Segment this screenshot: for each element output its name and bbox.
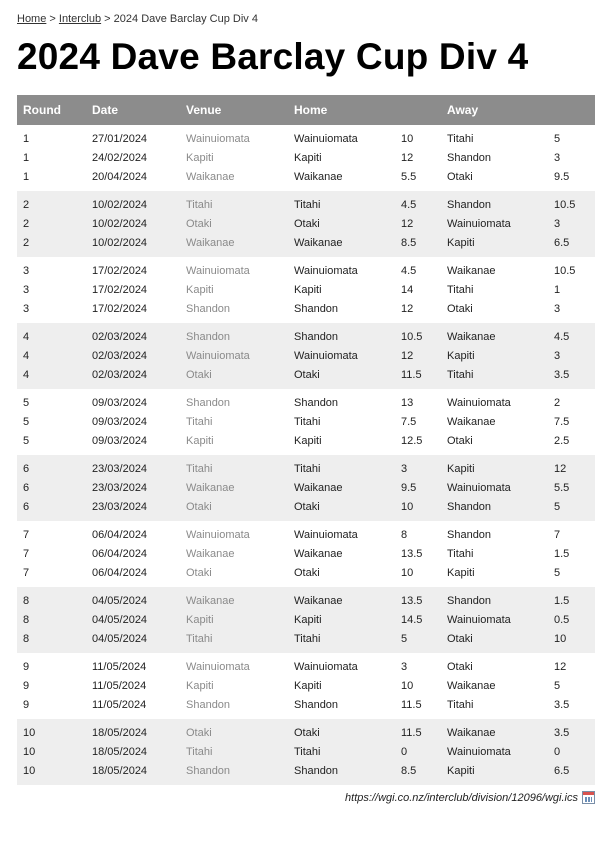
home-score-cell: 11.5 <box>395 719 441 743</box>
date-cell: 10/02/2024 <box>86 215 180 234</box>
home-team-cell: Shandon <box>288 762 395 785</box>
away-team-cell: Titahi <box>447 284 474 296</box>
away-score-cell: 2 <box>554 397 561 409</box>
venue-cell: Shandon <box>180 762 288 785</box>
away-team-cell: Titahi <box>441 366 548 389</box>
venue-cell: Kapiti <box>186 152 214 164</box>
table-row <box>17 564 595 587</box>
home-team-cell: Wainuiomata <box>294 661 358 673</box>
away-score-cell: 5 <box>554 680 561 692</box>
date-cell: 02/03/2024 <box>86 366 180 389</box>
home-score-cell: 10 <box>401 680 414 692</box>
home-score-cell: 14.5 <box>395 611 441 630</box>
round-cell: 7 <box>23 548 30 560</box>
round-group <box>17 719 595 785</box>
away-team-cell: Shandon <box>441 191 548 215</box>
table-row <box>17 257 595 281</box>
page-title: 2024 Dave Barclay Cup Div 4 <box>17 36 529 77</box>
date-cell: 11/05/2024 <box>92 680 147 692</box>
away-team-cell: Otaki <box>447 661 473 673</box>
date-cell: 04/05/2024 <box>86 630 180 653</box>
away-team-cell: Titahi <box>447 548 474 560</box>
away-score-cell: 10.5 <box>548 191 595 215</box>
venue-cell: Shandon <box>186 699 231 711</box>
venue-cell: Titahi <box>180 630 288 653</box>
column-header-away: Away <box>441 95 548 125</box>
home-team-cell: Wainuiomata <box>288 347 395 366</box>
table-row <box>17 545 595 564</box>
table-row <box>17 300 595 323</box>
venue-cell: Titahi <box>180 455 288 479</box>
away-team-cell: Wainuiomata <box>441 611 548 630</box>
home-score-cell: 11.5 <box>395 366 441 389</box>
home-score-cell: 12.5 <box>401 435 423 447</box>
home-team-cell: Wainuiomata <box>294 265 358 277</box>
table-row <box>17 743 595 762</box>
home-score-cell: 10.5 <box>395 323 441 347</box>
date-cell: 23/03/2024 <box>86 479 180 498</box>
round-group <box>17 653 595 719</box>
round-cell: 2 <box>17 215 86 234</box>
breadcrumb-current: 2024 Dave Barclay Cup Div 4 <box>113 13 258 25</box>
away-score-cell: 7 <box>554 529 561 541</box>
home-team-cell: Kapiti <box>294 152 322 164</box>
round-cell: 4 <box>17 323 86 347</box>
round-cell: 2 <box>17 234 86 257</box>
round-cell: 1 <box>23 152 30 164</box>
venue-cell: Otaki <box>180 215 288 234</box>
date-cell: 06/04/2024 <box>92 548 148 560</box>
round-cell: 7 <box>23 567 30 579</box>
date-cell: 18/05/2024 <box>86 743 180 762</box>
table-row <box>17 347 595 366</box>
home-score-cell: 4.5 <box>395 191 441 215</box>
round-cell: 4 <box>17 366 86 389</box>
home-team-cell: Titahi <box>288 455 395 479</box>
date-cell: 02/03/2024 <box>86 323 180 347</box>
home-team-cell: Shandon <box>288 323 395 347</box>
table-header <box>17 95 595 125</box>
date-cell: 23/03/2024 <box>86 455 180 479</box>
away-team-cell: Wainuiomata <box>441 479 548 498</box>
table-row <box>17 521 595 545</box>
home-team-cell: Otaki <box>288 719 395 743</box>
home-score-cell: 10 <box>401 567 414 579</box>
away-team-cell: Wainuiomata <box>441 215 548 234</box>
date-cell: 11/05/2024 <box>92 699 147 711</box>
home-team-cell: Titahi <box>288 191 395 215</box>
venue-cell: Wainuiomata <box>186 661 250 673</box>
away-score-cell: 10 <box>548 630 595 653</box>
venue-cell: Kapiti <box>186 680 214 692</box>
home-score-cell: 8 <box>401 529 408 541</box>
venue-cell: Wainuiomata <box>186 133 250 145</box>
home-team-cell: Wainuiomata <box>294 529 358 541</box>
ics-footer <box>17 791 595 804</box>
away-team-cell: Titahi <box>447 699 474 711</box>
column-header-venue: Venue <box>180 95 288 125</box>
date-cell: 02/03/2024 <box>86 347 180 366</box>
away-team-cell: Kapiti <box>441 762 548 785</box>
venue-cell: Titahi <box>180 743 288 762</box>
round-cell: 10 <box>17 719 86 743</box>
round-cell: 1 <box>23 133 30 145</box>
away-team-cell: Wainuiomata <box>447 397 511 409</box>
home-score-cell: 8.5 <box>395 234 441 257</box>
round-group <box>17 521 595 587</box>
away-score-cell: 6.5 <box>548 234 595 257</box>
round-cell: 5 <box>23 435 30 447</box>
date-cell: 04/05/2024 <box>86 611 180 630</box>
breadcrumb-interclub-link[interactable]: Interclub <box>58 13 102 25</box>
away-score-cell: 3.5 <box>548 366 595 389</box>
round-group <box>17 455 595 521</box>
table-header-row <box>17 95 595 125</box>
home-team-cell: Otaki <box>288 498 395 521</box>
home-team-cell: Titahi <box>294 416 321 428</box>
away-score-cell: 1.5 <box>554 548 570 560</box>
away-score-cell: 3 <box>548 347 595 366</box>
round-group <box>17 191 595 257</box>
table-row <box>17 323 595 347</box>
home-score-cell: 13.5 <box>401 548 423 560</box>
table-row <box>17 413 595 432</box>
home-team-cell: Waikanae <box>288 479 395 498</box>
home-score-cell: 7.5 <box>401 416 417 428</box>
breadcrumb-home-link[interactable]: Home <box>17 13 47 25</box>
away-score-cell: 5 <box>554 133 561 145</box>
table-row <box>17 653 595 677</box>
home-team-cell: Kapiti <box>294 680 322 692</box>
column-header-home: Home <box>288 95 395 125</box>
away-score-cell: 4.5 <box>548 323 595 347</box>
table-row <box>17 479 595 498</box>
column-header-date: Date <box>86 95 180 125</box>
breadcrumb-separator: > <box>49 13 56 25</box>
date-cell: 09/03/2024 <box>92 435 148 447</box>
away-team-cell: Shandon <box>441 498 548 521</box>
table-row <box>17 696 595 719</box>
home-score-cell: 10 <box>395 498 441 521</box>
table-row <box>17 234 595 257</box>
venue-cell: Kapiti <box>180 611 288 630</box>
venue-cell: Waikanae <box>186 171 235 183</box>
table-row <box>17 366 595 389</box>
home-score-cell: 12 <box>401 152 414 164</box>
venue-cell: Waikanae <box>180 234 288 257</box>
venue-cell: Titahi <box>186 416 213 428</box>
date-cell: 04/05/2024 <box>86 587 180 611</box>
round-cell: 10 <box>17 762 86 785</box>
away-team-cell: Otaki <box>447 303 473 315</box>
away-team-cell: Otaki <box>447 435 473 447</box>
round-cell: 10 <box>17 743 86 762</box>
away-team-cell: Shandon <box>447 152 492 164</box>
away-team-cell: Kapiti <box>441 347 548 366</box>
away-team-cell: Kapiti <box>441 455 548 479</box>
home-team-cell: Waikanae <box>294 171 343 183</box>
away-team-cell: Kapiti <box>441 234 548 257</box>
away-team-cell: Kapiti <box>447 567 475 579</box>
venue-cell: Waikanae <box>180 479 288 498</box>
round-group <box>17 323 595 389</box>
table-row <box>17 762 595 785</box>
table-row <box>17 455 595 479</box>
away-team-cell: Waikanae <box>447 265 496 277</box>
round-cell: 8 <box>17 587 86 611</box>
home-score-cell: 12 <box>395 347 441 366</box>
venue-cell: Kapiti <box>186 284 214 296</box>
date-cell: 06/04/2024 <box>92 567 148 579</box>
venue-cell: Otaki <box>186 567 212 579</box>
table-row <box>17 498 595 521</box>
round-group <box>17 587 595 653</box>
home-team-cell: Waikanae <box>288 587 395 611</box>
home-team-cell: Otaki <box>288 366 395 389</box>
date-cell: 17/02/2024 <box>92 265 148 277</box>
home-team-cell: Kapiti <box>294 435 322 447</box>
table-row <box>17 719 595 743</box>
round-cell: 9 <box>23 699 30 711</box>
away-team-cell: Wainuiomata <box>441 743 548 762</box>
away-team-cell: Waikanae <box>441 323 548 347</box>
venue-cell: Shandon <box>186 303 231 315</box>
away-score-cell: 12 <box>554 661 567 673</box>
away-team-cell: Waikanae <box>447 416 496 428</box>
away-score-cell: 2.5 <box>554 435 570 447</box>
away-score-cell: 3.5 <box>548 719 595 743</box>
date-cell: 17/02/2024 <box>92 284 148 296</box>
fixtures-table <box>17 95 595 785</box>
breadcrumb-separator: > <box>104 13 111 25</box>
home-score-cell: 13.5 <box>395 587 441 611</box>
away-team-cell: Shandon <box>447 529 492 541</box>
table-row <box>17 630 595 653</box>
home-team-cell: Waikanae <box>288 234 395 257</box>
away-score-cell: 3 <box>554 152 561 164</box>
home-score-cell: 12 <box>395 215 441 234</box>
round-cell: 6 <box>17 455 86 479</box>
home-team-cell: Waikanae <box>294 548 343 560</box>
home-score-cell: 12 <box>401 303 414 315</box>
away-score-cell: 9.5 <box>554 171 570 183</box>
away-score-cell: 1.5 <box>548 587 595 611</box>
venue-cell: Otaki <box>180 719 288 743</box>
home-score-cell: 5 <box>395 630 441 653</box>
table-row <box>17 389 595 413</box>
table-row <box>17 215 595 234</box>
home-score-cell: 14 <box>401 284 414 296</box>
round-cell: 8 <box>17 630 86 653</box>
round-group <box>17 389 595 455</box>
away-score-cell: 5.5 <box>548 479 595 498</box>
away-team-cell: Otaki <box>441 630 548 653</box>
home-score-cell: 13 <box>401 397 414 409</box>
table-row <box>17 149 595 168</box>
home-score-cell: 5.5 <box>401 171 417 183</box>
round-cell: 6 <box>17 479 86 498</box>
round-cell: 7 <box>23 529 30 541</box>
venue-cell: Otaki <box>180 498 288 521</box>
venue-cell: Shandon <box>180 323 288 347</box>
home-score-cell: 3 <box>395 455 441 479</box>
table-row <box>17 432 595 455</box>
date-cell: 23/03/2024 <box>86 498 180 521</box>
date-cell: 06/04/2024 <box>92 529 148 541</box>
away-team-cell: Waikanae <box>447 680 496 692</box>
round-group <box>17 125 595 191</box>
round-cell: 3 <box>23 303 30 315</box>
home-score-cell: 4.5 <box>401 265 417 277</box>
round-cell: 2 <box>17 191 86 215</box>
venue-cell: Kapiti <box>186 435 214 447</box>
venue-cell: Shandon <box>186 397 231 409</box>
date-cell: 18/05/2024 <box>86 762 180 785</box>
table-row <box>17 191 595 215</box>
home-team-cell: Kapiti <box>294 284 322 296</box>
home-team-cell: Titahi <box>288 630 395 653</box>
date-cell: 09/03/2024 <box>92 397 148 409</box>
date-cell: 20/04/2024 <box>92 171 148 183</box>
round-group <box>17 257 595 323</box>
venue-cell: Wainuiomata <box>186 265 250 277</box>
date-cell: 18/05/2024 <box>86 719 180 743</box>
away-score-cell: 7.5 <box>554 416 570 428</box>
round-cell: 5 <box>23 397 30 409</box>
date-cell: 10/02/2024 <box>86 234 180 257</box>
home-team-cell: Shandon <box>294 699 339 711</box>
column-header-round: Round <box>17 95 86 125</box>
table-row <box>17 281 595 300</box>
away-score-cell: 12 <box>548 455 595 479</box>
home-score-cell: 8.5 <box>395 762 441 785</box>
round-cell: 1 <box>23 171 30 183</box>
away-team-cell: Titahi <box>447 133 474 145</box>
away-score-cell: 6.5 <box>548 762 595 785</box>
table-row <box>17 677 595 696</box>
round-cell: 4 <box>17 347 86 366</box>
date-cell: 27/01/2024 <box>92 133 148 145</box>
column-header-away-score <box>548 95 595 125</box>
venue-cell: Otaki <box>180 366 288 389</box>
date-cell: 10/02/2024 <box>86 191 180 215</box>
table-row <box>17 587 595 611</box>
away-score-cell: 0.5 <box>548 611 595 630</box>
venue-cell: Waikanae <box>186 548 235 560</box>
home-score-cell: 0 <box>395 743 441 762</box>
away-score-cell: 5 <box>548 498 595 521</box>
table-row <box>17 168 595 191</box>
away-score-cell: 5 <box>554 567 561 579</box>
away-team-cell: Waikanae <box>441 719 548 743</box>
date-cell: 17/02/2024 <box>92 303 148 315</box>
date-cell: 09/03/2024 <box>92 416 148 428</box>
calendar-icon[interactable] <box>582 791 595 804</box>
away-score-cell: 3.5 <box>554 699 570 711</box>
venue-cell: Waikanae <box>180 587 288 611</box>
round-cell: 3 <box>23 284 30 296</box>
venue-cell: Titahi <box>180 191 288 215</box>
table-row <box>17 125 595 149</box>
away-score-cell: 1 <box>554 284 561 296</box>
ics-url[interactable]: https://wgi.co.nz/interclub/division/12096/wgi.ics <box>345 791 578 804</box>
date-cell: 11/05/2024 <box>92 661 147 673</box>
away-team-cell: Otaki <box>447 171 473 183</box>
venue-cell: Wainuiomata <box>186 529 250 541</box>
date-cell: 24/02/2024 <box>92 152 148 164</box>
away-score-cell: 3 <box>548 215 595 234</box>
home-score-cell: 3 <box>401 661 408 673</box>
away-score-cell: 0 <box>548 743 595 762</box>
home-score-cell: 10 <box>401 133 414 145</box>
round-cell: 6 <box>17 498 86 521</box>
home-team-cell: Shandon <box>294 303 339 315</box>
home-team-cell: Kapiti <box>288 611 395 630</box>
home-score-cell: 9.5 <box>395 479 441 498</box>
venue-cell: Wainuiomata <box>180 347 288 366</box>
home-team-cell: Shandon <box>294 397 339 409</box>
round-cell: 8 <box>17 611 86 630</box>
round-cell: 9 <box>23 680 30 692</box>
table-row <box>17 611 595 630</box>
breadcrumb <box>17 12 594 28</box>
round-cell: 3 <box>23 265 30 277</box>
round-cell: 9 <box>23 661 30 673</box>
away-score-cell: 10.5 <box>554 265 576 277</box>
round-cell: 5 <box>23 416 30 428</box>
home-team-cell: Otaki <box>294 567 320 579</box>
column-header-home-score <box>395 95 441 125</box>
away-team-cell: Shandon <box>441 587 548 611</box>
home-score-cell: 11.5 <box>401 699 422 711</box>
home-team-cell: Titahi <box>288 743 395 762</box>
home-team-cell: Wainuiomata <box>294 133 358 145</box>
away-score-cell: 3 <box>554 303 561 315</box>
home-team-cell: Otaki <box>288 215 395 234</box>
